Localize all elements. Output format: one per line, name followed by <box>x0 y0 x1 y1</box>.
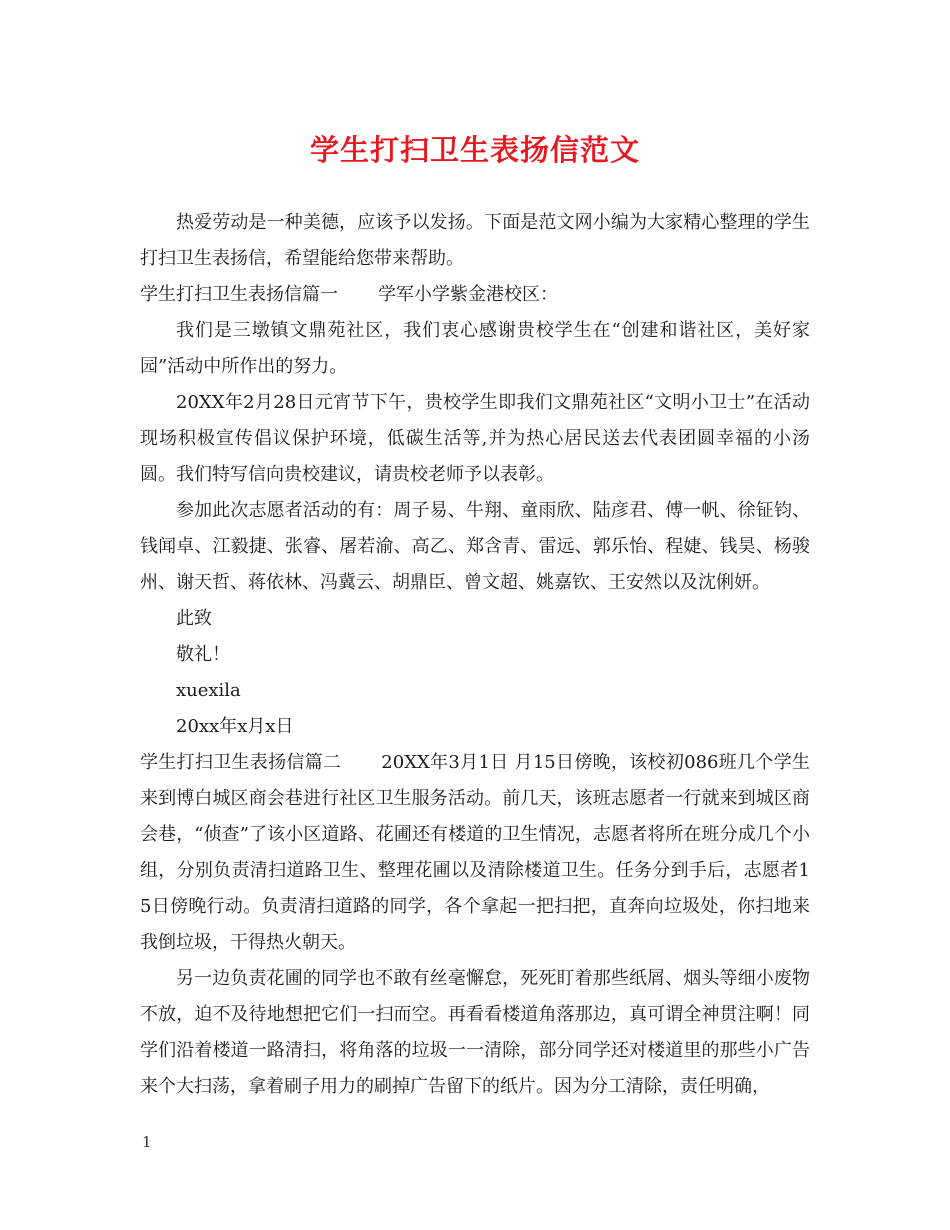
letter1-closing: 此致 <box>176 608 212 629</box>
document-title: 学生打扫卫生表扬信范文 <box>309 133 640 167</box>
letter2-paragraph: 另一边负责花圃的同学也不敢有丝毫懈怠，死死盯着那些纸屑、烟头等细小废物不放，迫不及待地想把它们一扫而空。再看看楼道角落那边，真可谓全神贯注啊！同学们沿着楼道一路清扫，将角落的垃圾一一清除，部分同学还对楼道里的那些小广告来个大扫荡，拿着刷子用力的刷掉广告留下的纸片。因为分工清除，责任明确， <box>140 968 810 1097</box>
intro-paragraph: 热爱劳动是一种美德，应该予以发扬。下面是范文网小编为大家精心整理的学生打扫卫生表扬信，希望能给您带来帮助。 <box>140 212 810 269</box>
letter1-signature: xuexila <box>176 680 241 701</box>
letter1-paragraph: 20XX年2月28日元宵节下午，贵校学生即我们文鼎苑社区“文明小卫士”在活动现场积极宣传倡议保护环境，低碳生活等,并为热心居民送去代表团圆幸福的小汤圆。我们特写信向贵校建议，请贵校老师予以表彰。 <box>140 392 810 485</box>
letter1-paragraph: 我们是三墩镇文鼎苑社区，我们衷心感谢贵校学生在“创建和谐社区，美好家园”活动中所作出的努力。 <box>140 320 810 377</box>
letter1-heading: 学生打扫卫生表扬信篇一 <box>140 284 338 305</box>
letter2-first-text: 20XX年3月1日 月15日傍晚，该校初086班几个学生来到博白城区商会巷进行社区卫生服务活动。前几天，该班志愿者一行就来到城区商会巷，“侦查”了该小区道路、花圃还有楼道的卫生情况，志愿者将所在班分成几个小组，分别负责清扫道路卫生、整理花圃以及清除楼道卫生。任务分到手后，志愿者15日傍晚行动。负责清扫道路的同学，各个拿起一把扫把，直奔向垃圾处，你扫地来我倒垃圾，干得热火朝天。 <box>140 752 811 953</box>
letter2-first-paragraph <box>140 745 810 961</box>
document-body <box>140 205 810 1105</box>
letter1-date: 20xx年x月x日 <box>176 716 294 737</box>
letter1-paragraph: 参加此次志愿者活动的有：周子易、牛翔、童雨欣、陆彦君、傅一帆、徐钲钧、钱闻卓、江毅捷、张睿、屠若渝、高乙、郑含青、雷远、郭乐怡、程婕、钱昊、杨骏州、谢天哲、蒋依林、冯冀云、胡鼎臣、曾文超、姚嘉钦、王安然以及沈俐妍。 <box>140 500 810 593</box>
page-number: 1 <box>142 1133 152 1151</box>
letter1-heading-line <box>140 277 810 313</box>
letter2-heading: 学生打扫卫生表扬信篇二 <box>140 752 342 773</box>
letter1-salutation: 学军小学紫金港校区： <box>378 284 558 305</box>
letter1-regards: 敬礼！ <box>176 644 230 665</box>
